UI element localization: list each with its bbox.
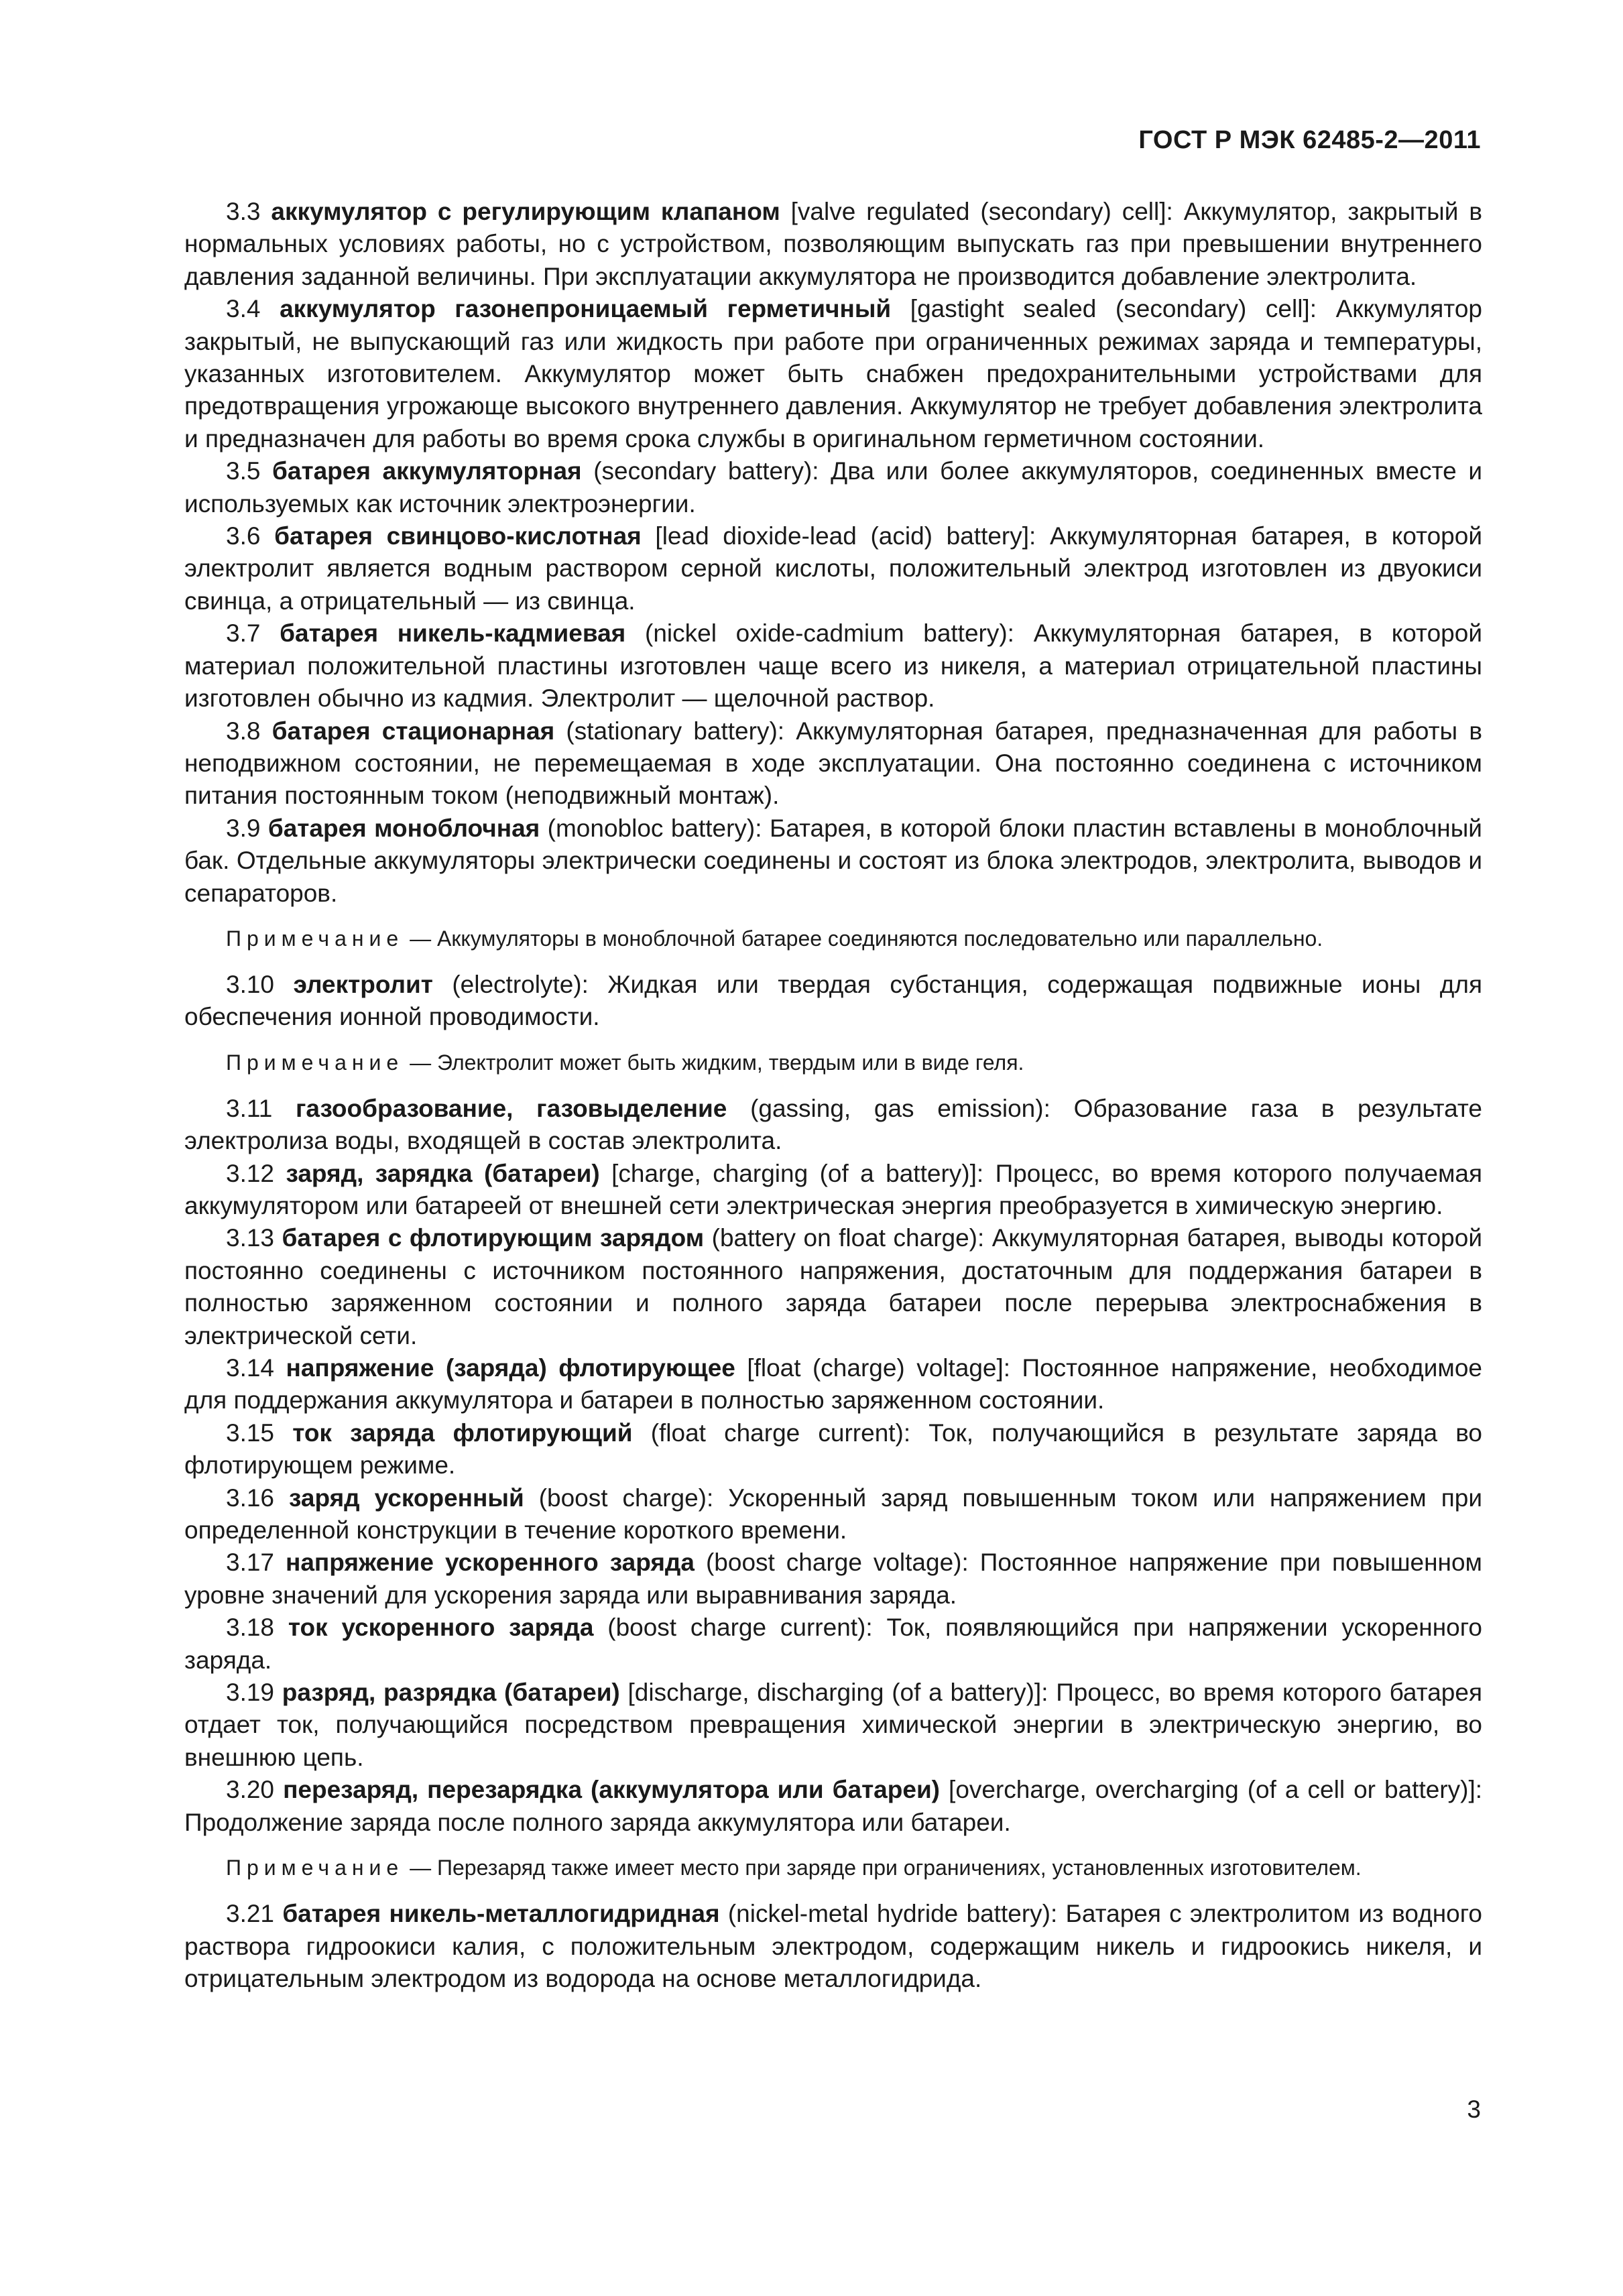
note-label: Примечание (226, 926, 404, 951)
def-term: батарея свинцово-кислотная (274, 522, 642, 550)
def-text: (boost charge voltage): Постоянное напряжение при повышенном уровне значений для ускорения заряда или выравнивания заряда. (184, 1549, 1482, 1609)
def-number: 3.21 (226, 1900, 275, 1928)
definition-3-6 (184, 520, 1482, 617)
def-term: перезаряд, перезарядка (аккумулятора или батареи) (283, 1776, 941, 1804)
definition-3-3 (184, 196, 1482, 293)
def-term: аккумулятор с регулирующим клапаном (271, 198, 780, 225)
def-text: [charge, charging (of a battery)]: Процесс, во время которого получаемая аккумулятором или батареей от внешней сети электрическая энергия преобразуется в химическую энергию. (184, 1159, 1482, 1219)
def-term: батарея с флотирующим зарядом (282, 1224, 705, 1252)
def-text: [overcharge, overcharging (of a cell or battery)]: Продолжение заряда после полного заряда аккумулятора или батареи. (184, 1776, 1483, 1836)
def-term: напряжение (заряда) флотирующее (286, 1354, 735, 1382)
def-term: заряд, зарядка (батареи) (286, 1159, 600, 1187)
note-text: — Электролит может быть жидким, твердым или в виде геля. (404, 1050, 1024, 1075)
def-term: разряд, разрядка (батареи) (282, 1679, 620, 1707)
definitions-section (184, 196, 1482, 1995)
def-text: (boost charge current): Ток, появляющийся при напряжении ускоренного заряда. (184, 1614, 1482, 1674)
def-text: (nickel oxide-cadmium battery): Аккумуляторная батарея, в которой материал положительной пластины изготовлен чаще всего из никеля, а материал отрицательной пластины изготовлен обычно из кадмия. Электролит — щелочной раствор. (184, 619, 1482, 713)
def-number: 3.9 (226, 814, 261, 842)
def-number: 3.16 (226, 1484, 275, 1512)
page-number: 3 (1467, 2096, 1481, 2123)
def-number: 3.10 (226, 970, 275, 998)
definition-3-9 (184, 812, 1482, 910)
definition-3-8 (184, 715, 1482, 812)
def-text: (stationary battery): Аккумуляторная батарея, предназначенная для работы в неподвижном состоянии, не перемещаемая в ходе эксплуатации. Она постоянно соединена с источником питания постоянным током (неподвижный монтаж). (184, 717, 1483, 810)
def-number: 3.3 (226, 198, 261, 225)
def-number: 3.4 (226, 295, 261, 323)
def-number: 3.20 (226, 1776, 275, 1804)
def-number: 3.15 (226, 1418, 275, 1447)
def-term: ток ускоренного заряда (288, 1614, 594, 1642)
note-text: — Перезаряд также имеет место при заряде при ограничениях, установленных изготовителем. (404, 1856, 1362, 1880)
def-term: ток заряда флотирующий (292, 1418, 633, 1447)
def-text: [discharge, discharging (of a battery)]: Процесс, во время которого батарея отдает ток, получающийся посредством превращения химической энергии в электрическую энергию, во внешнюю цепь. (184, 1679, 1482, 1771)
def-number: 3.14 (226, 1354, 275, 1382)
definition-3-16 (184, 1482, 1482, 1547)
def-number: 3.18 (226, 1614, 275, 1642)
definition-3-7 (184, 617, 1482, 715)
def-number: 3.13 (226, 1224, 275, 1252)
definition-3-13 (184, 1222, 1482, 1352)
definition-3-4 (184, 293, 1482, 455)
definition-3-17 (184, 1547, 1482, 1612)
definition-3-10 (184, 969, 1482, 1034)
def-term: напряжение ускоренного заряда (285, 1549, 695, 1577)
def-number: 3.8 (226, 717, 261, 745)
def-term: электролит (293, 970, 433, 998)
note-label: Примечание (226, 1856, 404, 1880)
def-text: [gastight sealed (secondary) cell]: Аккумулятор закрытый, не выпускающий газ или жидкость при работе при ограниченных режимах заряда и температуры, указанных изготовителем. Аккумулятор может быть снабжен предохранительными устройствами для предотвращения угрожающе высокого внутреннего давления. Аккумулятор не требует добавления электролита и предназначен для работы во время срока службы в оригинальном герметичном состоянии. (184, 295, 1482, 452)
def-number: 3.19 (226, 1679, 275, 1707)
standard-code: ГОСТ Р МЭК 62485-2—2011 (1138, 126, 1481, 154)
def-text: (electrolyte): Жидкая или твердая субстанция, содержащая подвижные ионы для обеспечения ионной проводимости. (184, 970, 1482, 1031)
def-term: аккумулятор газонепроницаемый герметичный (280, 295, 892, 323)
def-term: газообразование, газовыделение (296, 1094, 727, 1122)
def-number: 3.7 (226, 619, 261, 648)
note-2 (184, 1047, 1482, 1078)
def-text: (nickel-metal hydride battery): Батарея с электролитом из водного раствора гидроокиси калия, с положительным электродом, содержащим никель и гидроокись никеля, и отрицательным электродом из водорода на основе металлогидрида. (184, 1900, 1483, 1992)
def-text: (battery on float charge): Аккумуляторная батарея, выводы которой постоянно соединены с источником постоянного напряжения, достаточным для поддержания батареи в полностью заряженном состоянии и полного заряда батареи после перерыва электроснабжения в электрической сети. (184, 1224, 1483, 1349)
note-3 (184, 1852, 1482, 1883)
def-term: батарея никель-кадмиевая (280, 619, 626, 648)
definition-3-18 (184, 1612, 1482, 1677)
def-term: батарея аккумуляторная (272, 457, 582, 485)
def-text: [lead dioxide-lead (acid) battery]: Аккумуляторная батарея, в которой электролит является водным раствором серной кислоты, положительный электрод изготовлен из двуокиси свинца, а отрицательный — из свинца. (184, 522, 1483, 615)
def-term: батарея стационарная (272, 717, 555, 745)
def-number: 3.6 (226, 522, 261, 550)
definition-3-15 (184, 1417, 1482, 1482)
def-number: 3.5 (226, 457, 261, 485)
def-term: батарея никель-металлогидридная (282, 1900, 720, 1928)
def-number: 3.17 (226, 1549, 275, 1577)
definition-3-14 (184, 1352, 1482, 1417)
def-text: (gassing, gas emission): Образование газа в результате электролиза воды, входящей в состав электролита. (184, 1094, 1483, 1155)
definition-3-12 (184, 1158, 1482, 1223)
note-1 (184, 923, 1482, 954)
definition-3-5 (184, 455, 1482, 520)
def-text: [valve regulated (secondary) cell]: Аккумулятор, закрытый в нормальных условиях работы, но с устройством, позволяющим выпускать газ при превышении внутреннего давления заданной величины. При эксплуатации аккумулятора не производится добавление электролита. (184, 198, 1483, 290)
note-label: Примечание (226, 1050, 404, 1075)
def-text: [float (charge) voltage]: Постоянное напряжение, необходимое для поддержания аккумулятора и батареи в полностью заряженном состоянии. (184, 1354, 1482, 1414)
def-term: заряд ускоренный (289, 1484, 524, 1512)
def-number: 3.12 (226, 1159, 275, 1187)
def-text: (secondary battery): Два или более аккумуляторов, соединенных вместе и используемых как источник электроэнергии. (184, 457, 1482, 518)
def-text: (boost charge): Ускоренный заряд повышенным током или напряжением при определенной конструкции в течение короткого времени. (184, 1484, 1482, 1545)
def-number: 3.11 (226, 1094, 273, 1122)
definition-3-21 (184, 1898, 1482, 1995)
note-text: — Аккумуляторы в моноблочной батарее соединяются последовательно или параллельно. (404, 926, 1323, 951)
def-term: батарея моноблочная (267, 814, 540, 842)
definition-3-19 (184, 1677, 1482, 1774)
definition-3-20 (184, 1774, 1482, 1839)
definition-3-11 (184, 1093, 1482, 1158)
def-text: (monobloc battery): Батарея, в которой блоки пластин вставлены в моноблочный бак. Отдельные аккумуляторы электрически соединены и состоят из блока электродов, электролита, выводов и сепараторов. (184, 814, 1482, 907)
def-text: (float charge current): Ток, получающийся в результате заряда во флотирующем режиме. (184, 1418, 1483, 1479)
